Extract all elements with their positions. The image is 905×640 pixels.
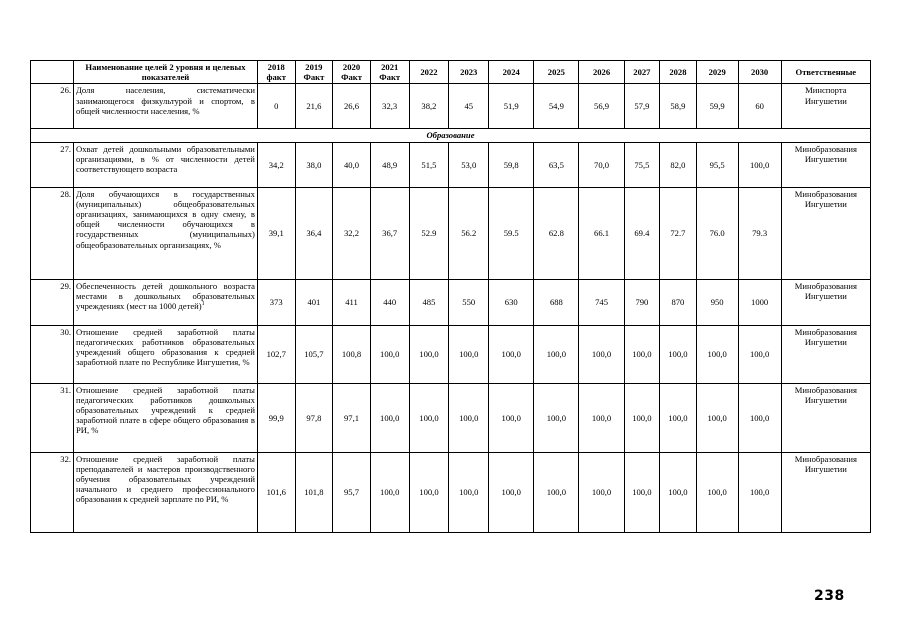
value-cell: 48,9 [370,142,409,187]
value-cell: 100,0 [696,325,738,383]
value-cell: 100,0 [579,452,624,532]
value-cell: 57,9 [624,84,659,129]
value-cell: 100,0 [449,325,489,383]
indicator-name-cell [74,84,258,129]
value-cell: 60 [738,84,781,129]
value-cell: 100,0 [738,325,781,383]
value-cell: 70,0 [579,142,624,187]
value-cell: 32,3 [370,84,409,129]
value-cell: 870 [660,279,697,325]
value-cell: 76.0 [696,187,738,279]
table-body [31,84,871,532]
row-number: 27. [31,142,74,187]
value-cell: 72.7 [660,187,697,279]
value-cell: 99,9 [257,383,295,452]
table-row [31,187,871,279]
indicator-name: Доля обучающихся в государственных (муниципальных) общеобразовательных организациях, занимающихся в одну смену, в общей численности обучающихся в государственных (муниципальных) общеобразовательных организациях, % [76,188,255,250]
value-cell: 0 [257,84,295,129]
value-cell: 97,1 [333,383,371,452]
table-row [31,279,871,325]
value-cell: 51,5 [409,142,449,187]
value-cell: 95,7 [333,452,371,532]
value-cell: 62.8 [534,187,579,279]
value-cell: 100,8 [333,325,371,383]
value-cell: 36,7 [370,187,409,279]
value-cell: 79.3 [738,187,781,279]
value-cell: 100,0 [624,325,659,383]
value-cell: 82,0 [660,142,697,187]
header-year-label: 2022 [420,67,438,78]
indicator-name-cell [74,383,258,452]
value-cell: 100,0 [738,383,781,452]
responsible-cell: Минобразования Ингушетии [781,187,870,279]
value-cell: 100,0 [409,383,449,452]
value-cell: 34,2 [257,142,295,187]
row-number: 28. [31,187,74,279]
value-cell: 100,0 [534,452,579,532]
value-cell: 56,9 [579,84,624,129]
responsible-cell: Минобразования Ингушетии [781,142,870,187]
value-cell: 950 [696,279,738,325]
header-year-2 [333,61,371,84]
indicator-name: Отношение средней заработной платы педагогических работников образовательных учреждений общего образования к средней заработной плате по Республике Ингушетия, % [76,326,255,368]
header-year-label: 2021 [381,62,399,72]
header-year-3 [370,61,409,84]
value-cell: 97,8 [295,383,333,452]
header-year-0 [257,61,295,84]
header-year-1 [295,61,333,84]
value-cell: 100,0 [370,452,409,532]
value-cell: 100,0 [624,383,659,452]
section-row [31,129,871,142]
value-cell: 75,5 [624,142,659,187]
value-cell: 51,9 [489,84,534,129]
indicator-name: Обеспеченность детей дошкольного возраста местами в дошкольных образовательных учреждениях (мест на 1000 детей) [76,280,255,312]
value-cell: 100,0 [534,383,579,452]
table-row [31,452,871,532]
value-cell: 69.4 [624,187,659,279]
row-number: 30. [31,325,74,383]
value-cell: 100,0 [449,452,489,532]
table-row [31,84,871,129]
value-cell: 53,0 [449,142,489,187]
value-cell: 485 [409,279,449,325]
value-cell: 401 [295,279,333,325]
page-number: 238 [814,588,845,604]
value-cell: 100,0 [449,383,489,452]
header-year-label: 2026 [592,67,611,78]
value-cell: 59,9 [696,84,738,129]
value-cell: 411 [333,279,371,325]
value-cell: 38,0 [295,142,333,187]
value-cell: 32,2 [333,187,371,279]
value-cell: 100,0 [534,325,579,383]
header-year-10 [660,61,697,84]
value-cell: 66.1 [579,187,624,279]
value-cell: 373 [257,279,295,325]
value-cell: 100,0 [370,383,409,452]
value-cell: 100,0 [696,452,738,532]
table-header-row [31,61,871,84]
value-cell: 790 [624,279,659,325]
value-cell: 101,8 [295,452,333,532]
value-cell: 100,0 [660,325,697,383]
header-year-9 [624,61,659,84]
header-year-12 [738,61,781,84]
indicator-name: Охват детей дошкольными образовательными организациями, в % от численности детей соответствующего возраста [76,143,255,175]
value-cell: 102,7 [257,325,295,383]
header-year-label: 2029 [708,67,726,78]
value-cell: 630 [489,279,534,325]
value-cell: 39,1 [257,187,295,279]
value-cell: 100,0 [660,452,697,532]
value-cell: 45 [449,84,489,129]
header-year-6 [489,61,534,84]
value-cell: 63,5 [534,142,579,187]
row-number: 31. [31,383,74,452]
value-cell: 100,0 [579,383,624,452]
header-year-label: 2030 [751,67,769,78]
indicator-name: Отношение средней заработной платы педагогических работников дошкольных образовательных учреждений к средней заработной плате в сфере общего образования в РИ, % [76,384,255,436]
value-cell: 26,6 [333,84,371,129]
value-cell: 100,0 [489,452,534,532]
value-cell: 52.9 [409,187,449,279]
header-year-label: 2018 [267,62,285,72]
responsible-cell: Минспорта Ингушетии [781,84,870,129]
indicator-name-cell [74,187,258,279]
value-cell: 105,7 [295,325,333,383]
indicator-name-cell [74,279,258,325]
value-cell: 38,2 [409,84,449,129]
table-row [31,383,871,452]
value-cell: 100,0 [409,452,449,532]
header-year-label: 2023 [460,67,478,78]
section-title: Образование [31,129,871,142]
indicator-name: Доля населения, систематически занимающегося физкультурой и спортом, в общей численности населения, % [76,85,255,116]
value-cell: 40,0 [333,142,371,187]
value-cell: 100,0 [696,383,738,452]
responsible-cell: Минобразования Ингушетии [781,452,870,532]
value-cell: 440 [370,279,409,325]
header-year-sub: факт [266,72,286,83]
table-row [31,325,871,383]
value-cell: 100,0 [738,142,781,187]
value-cell: 100,0 [489,383,534,452]
header-year-label: 2024 [502,67,520,78]
header-year-8 [579,61,624,84]
value-cell: 59.5 [489,187,534,279]
value-cell: 56.2 [449,187,489,279]
value-cell: 100,0 [579,325,624,383]
table-row [31,142,871,187]
value-cell: 100,0 [624,452,659,532]
value-cell: 100,0 [660,383,697,452]
value-cell: 1000 [738,279,781,325]
row-number: 26. [31,84,74,129]
value-cell: 100,0 [489,325,534,383]
header-year-sub: Факт [341,72,362,83]
row-number: 32. [31,452,74,532]
header-year-5 [449,61,489,84]
header-year-7 [534,61,579,84]
value-cell: 36,4 [295,187,333,279]
header-year-11 [696,61,738,84]
row-number: 29. [31,279,74,325]
value-cell: 100,0 [738,452,781,532]
responsible-cell: Минобразования Ингушетии [781,383,870,452]
header-name: Наименование целей 2 уровня и целевых показателей [74,61,258,84]
responsible-cell: Минобразования Ингушетии [781,325,870,383]
indicator-name-cell [74,325,258,383]
value-cell: 58,9 [660,84,697,129]
header-year-label: 2025 [547,67,565,78]
header-year-label: 2020 [342,62,361,72]
indicators-table [30,60,871,533]
header-num [31,61,74,84]
value-cell: 21,6 [295,84,333,129]
responsible-cell: Минобразования Ингушетии [781,279,870,325]
value-cell: 550 [449,279,489,325]
indicator-name: Отношение средней заработной платы преподавателей и мастеров производственного обучения образовательных учреждений начального и среднего профессионального образования к средней зарплате по РИ, % [76,453,255,505]
value-cell: 745 [579,279,624,325]
header-year-sub: Факт [379,72,401,83]
header-year-sub: Факт [303,72,325,83]
header-year-label: 2028 [669,67,687,78]
header-responsible: Ответственные [781,61,870,84]
header-year-label: 2027 [633,67,651,78]
header-year-label: 2019 [305,62,323,72]
value-cell: 100,0 [370,325,409,383]
value-cell: 688 [534,279,579,325]
value-cell: 95,5 [696,142,738,187]
value-cell: 54,9 [534,84,579,129]
header-year-4 [409,61,449,84]
value-cell: 101,6 [257,452,295,532]
value-cell: 100,0 [409,325,449,383]
footnote-mark: 1 [201,301,205,308]
value-cell: 59,8 [489,142,534,187]
indicator-name-cell [74,452,258,532]
indicator-name-cell [74,142,258,187]
